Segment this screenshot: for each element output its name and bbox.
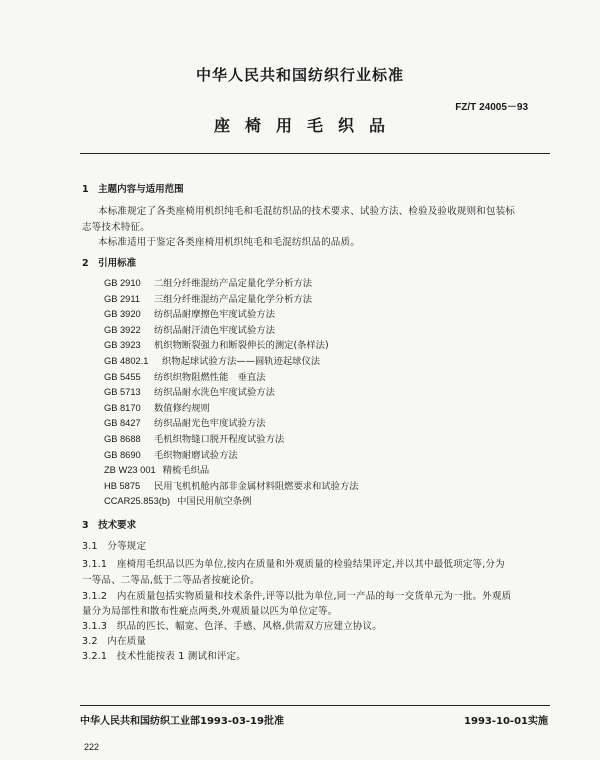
reference-code: GB 3923 bbox=[104, 340, 141, 351]
clause-3-2: 3.2 内在质量 bbox=[82, 636, 147, 647]
reference-title: 数值修约规则 bbox=[154, 402, 210, 414]
reference-title: 纺织品耐摩擦色牢度试验方法 bbox=[154, 309, 275, 321]
referenced-standards-list bbox=[104, 275, 359, 509]
reference-code: GB 2910 bbox=[104, 278, 141, 288]
reference-code: CCAR25.853(b) bbox=[104, 496, 171, 507]
reference-code: GB 8170 bbox=[104, 402, 141, 413]
reference-code: GB 8688 bbox=[104, 433, 141, 444]
clause-3-1-2-line-2: 量分为局部性和散布性疵点两类,外观质量以匹为单位定等。 bbox=[82, 606, 338, 617]
reference-title: 纺织品耐光色牢度试验方法 bbox=[154, 418, 266, 430]
reference-item bbox=[104, 447, 359, 463]
reference-item bbox=[104, 415, 359, 431]
section-1-paragraph-2: 本标准适用于鉴定各类座椅用机织纯毛和毛混纺织品的品质。 bbox=[98, 237, 360, 248]
header-divider bbox=[80, 153, 550, 154]
standard-code: FZ/T 24005－93 bbox=[455, 102, 528, 113]
reference-item bbox=[104, 353, 359, 369]
reference-title: 纺织品耐水洗色牢度试验方法 bbox=[154, 387, 275, 399]
reference-item bbox=[104, 337, 359, 353]
reference-code: GB 8427 bbox=[104, 418, 141, 429]
reference-item bbox=[104, 322, 359, 338]
approval-date: 中华人民共和国纺织工业部1993-03-19批准 bbox=[80, 716, 284, 727]
section-3-heading: 3 技术要求 bbox=[82, 520, 137, 531]
reference-item bbox=[104, 384, 359, 400]
reference-code: GB 8690 bbox=[104, 449, 141, 460]
reference-title: 织物起球试验方法——圆轨迹起球仪法 bbox=[162, 355, 321, 367]
reference-item bbox=[104, 306, 359, 322]
reference-title: 民用飞机机舱内部非金属材料阻燃要求和试验方法 bbox=[154, 480, 359, 492]
reference-item bbox=[104, 275, 359, 291]
reference-code: HB 5875 bbox=[104, 480, 141, 491]
reference-item bbox=[104, 431, 359, 447]
section-1-paragraph-1-line-1: 本标准规定了各类座椅用机织纯毛和毛混纺织品的技术要求、试验方法、检验及验收规则和包装标 bbox=[98, 206, 516, 217]
reference-code: GB 5455 bbox=[104, 371, 141, 382]
reference-code: GB 5713 bbox=[104, 387, 141, 398]
reference-item bbox=[104, 493, 359, 509]
reference-title: 机织物断裂强力和断裂伸长的测定(条样法) bbox=[154, 340, 329, 352]
reference-title: 精梳毛织品 bbox=[162, 465, 210, 477]
clause-3-1-3: 3.1.3 织品的匹长、幅宽、色泽、手感、风格,供需双方应建立协议。 bbox=[82, 621, 382, 632]
footer-divider bbox=[80, 705, 550, 706]
implementation-date: 1993-10-01实施 bbox=[464, 716, 548, 727]
standard-category-title: 中华人民共和国纺织行业标准 bbox=[195, 66, 404, 84]
reference-code: GB 4802.1 bbox=[104, 355, 149, 366]
reference-code: GB 3922 bbox=[104, 324, 141, 335]
reference-title: 三组分纤维混纺产品定量化学分析方法 bbox=[154, 293, 313, 305]
reference-title: 纺织品耐汗渍色牢度试验方法 bbox=[154, 324, 275, 336]
reference-title: 毛机织物缝口脱开程度试验方法 bbox=[154, 433, 285, 445]
reference-code: GB 3920 bbox=[104, 309, 141, 320]
section-1-heading: 1 主题内容与适用范围 bbox=[82, 184, 184, 195]
reference-item bbox=[104, 478, 359, 494]
reference-code: ZB W23 001 bbox=[104, 465, 156, 476]
reference-title: 纺织织物阻燃性能 垂直法 bbox=[154, 371, 266, 383]
reference-title: 毛织物耐磨试验方法 bbox=[154, 449, 238, 461]
standard-name: 座椅用毛织品 bbox=[213, 116, 400, 135]
section-2-heading: 2 引用标准 bbox=[82, 258, 137, 269]
reference-item bbox=[104, 400, 359, 416]
reference-item bbox=[104, 291, 359, 307]
section-1-paragraph-1-line-2: 志等技术特征。 bbox=[82, 222, 150, 233]
reference-title: 二组分纤维混纺产品定量化学分析方法 bbox=[154, 278, 313, 289]
clause-3-1-2-line-1: 3.1.2 内在质量包括实物质量和技术条件,评等以批为单位,同一产品的每一交货单元为一批。外观质 bbox=[82, 591, 512, 602]
reference-item bbox=[104, 462, 359, 478]
page-number: 222 bbox=[84, 742, 100, 752]
reference-item bbox=[104, 369, 359, 385]
reference-title: 中国民用航空条例 bbox=[177, 496, 252, 508]
clause-3-1-1-line-1: 3.1.1 座椅用毛织品以匹为单位,按内在质量和外观质量的检验结果评定,并以其中最低项定等,分为 bbox=[82, 559, 505, 570]
clause-3-1: 3.1 分等规定 bbox=[82, 541, 147, 552]
clause-3-1-1-line-2: 一等品、二等品,低于二等品者按疵论价。 bbox=[82, 575, 260, 586]
clause-3-2-1: 3.2.1 技术性能按表 1 测试和评定。 bbox=[82, 651, 246, 662]
reference-code: GB 2911 bbox=[104, 293, 141, 304]
